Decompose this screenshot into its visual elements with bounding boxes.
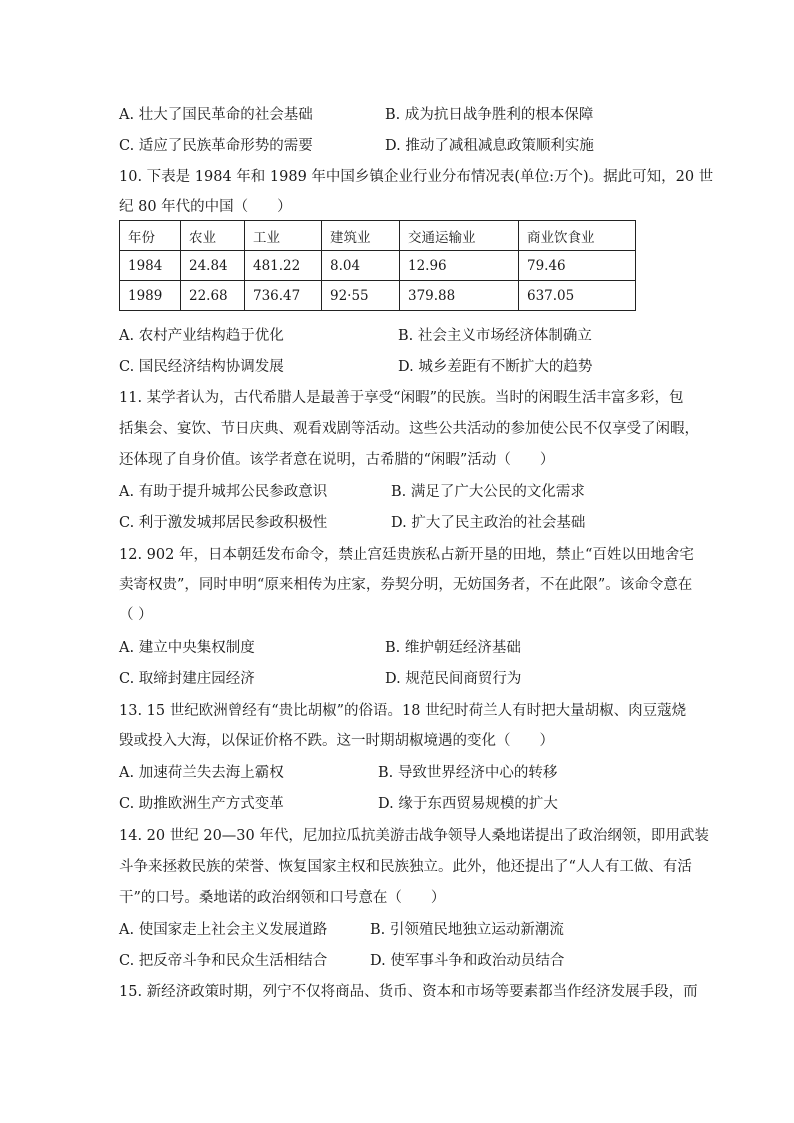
q11-stem-line-2: 括集会、宴饮、节日庆典、观看戏剧等活动。这些公共活动的参加使公民不仅享受了闲暇， bbox=[119, 421, 699, 437]
table-cell: 736.47 bbox=[245, 281, 322, 311]
q13-option-b: B. 导致世界经济中心的转移 bbox=[378, 765, 558, 781]
table-cell: 79.46 bbox=[519, 251, 636, 281]
q9-option-b: B. 成为抗日战争胜利的根本保障 bbox=[385, 107, 594, 123]
q13-option-a: A. 加速荷兰失去海上霸权 bbox=[119, 765, 284, 781]
table-cell: 379.88 bbox=[400, 281, 519, 311]
table-header-row bbox=[120, 221, 636, 251]
q14-option-a: A. 使国家走上社会主义发展道路 bbox=[119, 922, 328, 938]
q10-stem-line-1: 10. 下表是 1984 年和 1989 年中国乡镇企业行业分布情况表(单位:万个)。据此可知，20 世 bbox=[119, 169, 714, 185]
q12-option-d: D. 规范民间商贸行为 bbox=[385, 671, 522, 687]
q11-option-d: D. 扩大了民主政治的社会基础 bbox=[391, 515, 586, 531]
q11-stem-line-1: 11. 某学者认为，古代希腊人是最善于享受“闲暇”的民族。当时的闲暇生活丰富多彩，包 bbox=[119, 390, 684, 406]
q11-stem-line-3: 还体现了自身价值。该学者意在说明，古希腊的“闲暇”活动（ ） bbox=[119, 452, 555, 468]
q12-stem-line-1: 12. 902 年，日本朝廷发布命令，禁止宫廷贵族私占新开垦的田地，禁止“百姓以田地舍宅 bbox=[119, 547, 694, 563]
table-cell: 12.96 bbox=[400, 251, 519, 281]
q10-option-d: D. 城乡差距有不断扩大的趋势 bbox=[398, 359, 593, 375]
q9-option-a: A. 壮大了国民革命的社会基础 bbox=[119, 107, 313, 123]
q13-option-d: D. 缘于东西贸易规模的扩大 bbox=[378, 796, 558, 812]
q10-option-b: B. 社会主义市场经济体制确立 bbox=[398, 328, 592, 344]
q14-stem-line-1: 14. 20 世纪 20—30 年代，尼加拉瓜抗美游击战争领导人桑地诺提出了政治纲领，即用武装 bbox=[119, 828, 709, 844]
q12-stem-line-2: 卖寄权贵”，同时申明“原来相传为庄家，券契分明，无妨国务者，不在此限”。该命令意在 bbox=[119, 577, 693, 593]
table-cell: 1989 bbox=[120, 281, 181, 311]
table-row bbox=[120, 251, 636, 281]
table-header-cell: 农业 bbox=[181, 221, 245, 251]
q15-stem-line-1: 15. 新经济政策时期，列宁不仅将商品、货币、资本和市场等要素都当作经济发展手段，而 bbox=[119, 984, 698, 1000]
q13-stem-line-1: 13. 15 世纪欧洲曾经有“贵比胡椒”的俗语。18 世纪时荷兰人有时把大量胡椒、肉豆蔻烧 bbox=[119, 703, 687, 719]
q12-stem-line-3: （ ） bbox=[119, 607, 153, 623]
table-cell: 92·55 bbox=[322, 281, 400, 311]
table-header-cell: 年份 bbox=[120, 221, 181, 251]
q14-stem-line-2: 斗争来拯救民族的荣誉、恢复国家主权和民族独立。此外，他还提出了“人人有工做、有活 bbox=[119, 859, 692, 875]
table-cell: 8.04 bbox=[322, 251, 400, 281]
q10-stem-line-2: 纪 80 年代的中国（ ） bbox=[119, 199, 292, 215]
q13-option-c: C. 助推欧洲生产方式变革 bbox=[119, 796, 284, 812]
q9-option-c: C. 适应了民族革命形势的需要 bbox=[119, 138, 313, 154]
table-header-cell: 工业 bbox=[245, 221, 322, 251]
q10-data-table bbox=[119, 220, 636, 311]
q10-option-a: A. 农村产业结构趋于优化 bbox=[119, 328, 284, 344]
q14-option-d: D. 使军事斗争和政治动员结合 bbox=[370, 953, 565, 969]
table-header-cell: 商业饮食业 bbox=[519, 221, 636, 251]
table-cell: 24.84 bbox=[181, 251, 245, 281]
table-header-cell: 建筑业 bbox=[322, 221, 400, 251]
table-cell: 22.68 bbox=[181, 281, 245, 311]
q12-option-a: A. 建立中央集权制度 bbox=[119, 640, 255, 656]
q14-stem-line-3: 干”的口号。桑地诺的政治纲领和口号意在（ ） bbox=[119, 890, 446, 906]
table-cell: 637.05 bbox=[519, 281, 636, 311]
q11-option-c: C. 利于激发城邦居民参政积极性 bbox=[119, 515, 328, 531]
q11-option-a: A. 有助于提升城邦公民参政意识 bbox=[119, 484, 328, 500]
q12-option-b: B. 维护朝廷经济基础 bbox=[385, 640, 521, 656]
q12-option-c: C. 取缔封建庄园经济 bbox=[119, 671, 255, 687]
q9-option-d: D. 推动了减租减息政策顺利实施 bbox=[385, 138, 594, 154]
table-header-cell: 交通运输业 bbox=[400, 221, 519, 251]
table-cell: 481.22 bbox=[245, 251, 322, 281]
q14-option-b: B. 引领殖民地独立运动新潮流 bbox=[370, 922, 564, 938]
q13-stem-line-2: 毁或投入大海，以保证价格不跌。这一时期胡椒境遇的变化（ ） bbox=[119, 733, 554, 749]
q11-option-b: B. 满足了广大公民的文化需求 bbox=[391, 484, 585, 500]
table-cell: 1984 bbox=[120, 251, 181, 281]
q10-option-c: C. 国民经济结构协调发展 bbox=[119, 359, 284, 375]
q14-option-c: C. 把反帝斗争和民众生活相结合 bbox=[119, 953, 328, 969]
table-row bbox=[120, 281, 636, 311]
